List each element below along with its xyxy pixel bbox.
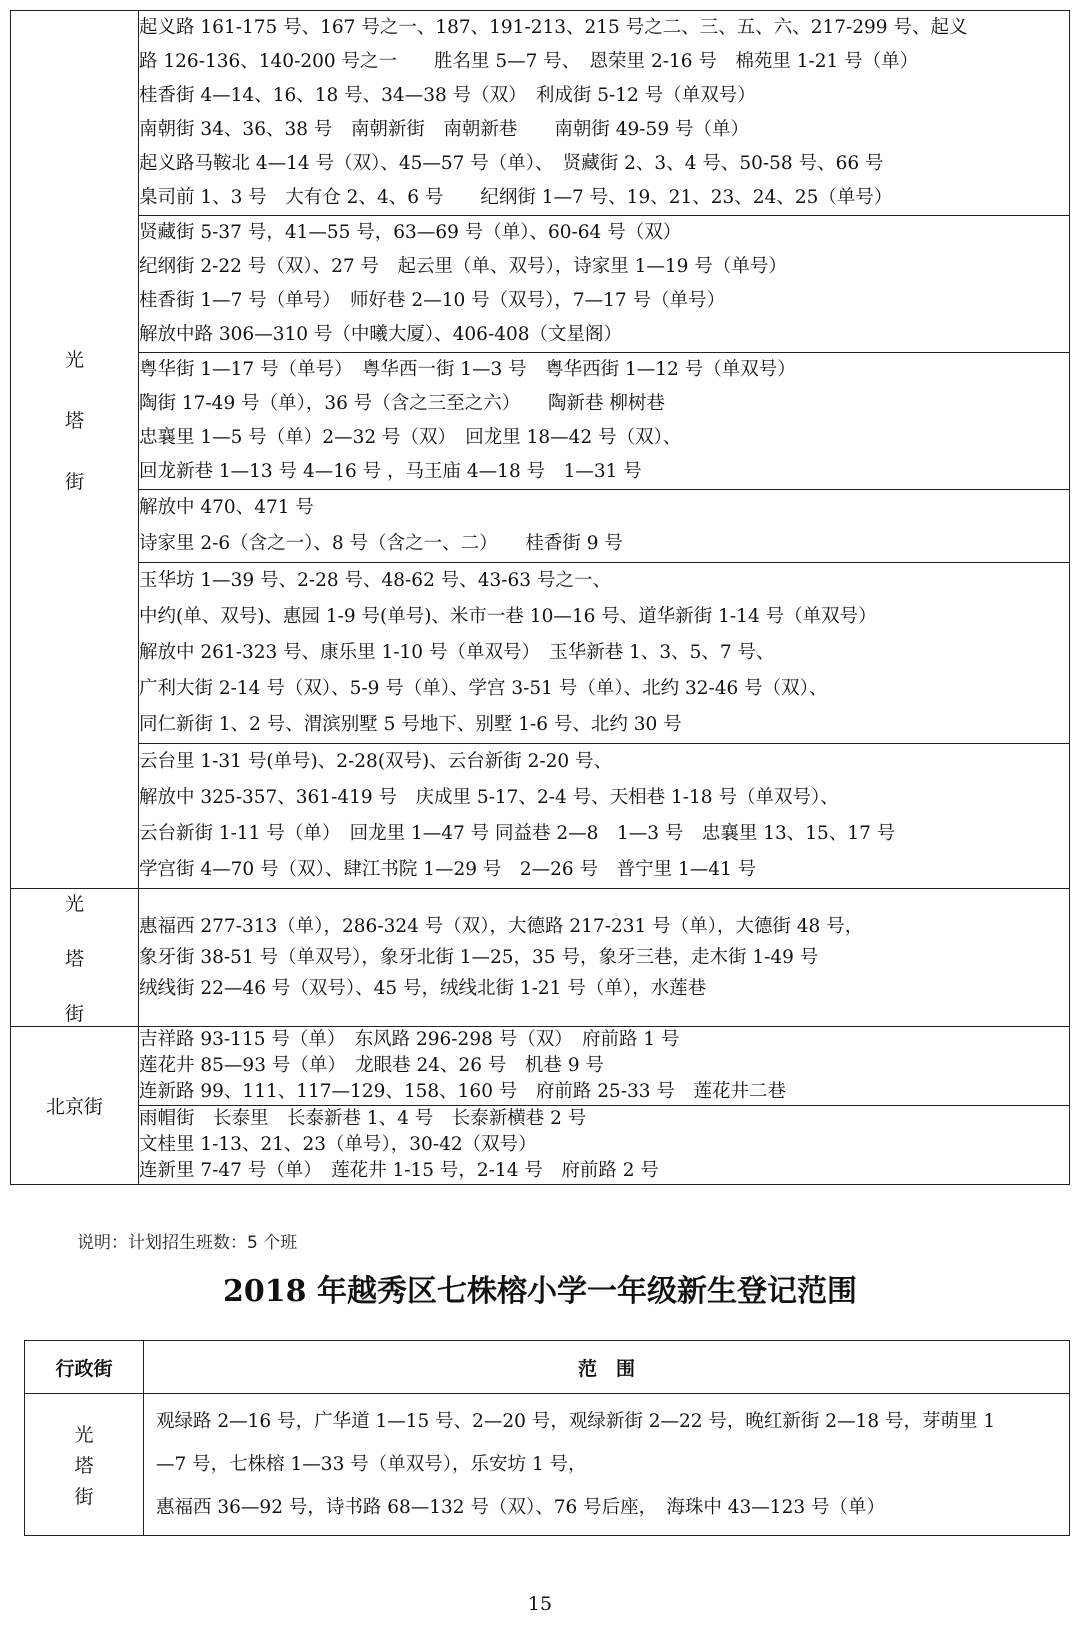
range-line: 文桂里 1-13、21、23（单号），30-42（双号） (139, 1134, 537, 1155)
range-line: 连新路 99、111、117—129、158、160 号 府前路 25-33 号 莲花井二巷 (139, 1081, 786, 1102)
district-cell (11, 11, 139, 889)
range-cell (144, 1394, 1070, 1536)
range-line: 起义路 161-175 号、167 号之一、187、191-213、215 号之二、三、五、六、217-299 号、起义 (139, 17, 968, 38)
enrollment-note: 说明：计划招生班数：5 个班 (77, 1233, 298, 1253)
section-title: 2018 年越秀区七株榕小学一年级新生登记范围 (223, 1274, 857, 1309)
table-row (11, 1106, 1070, 1185)
district-char: 光 (74, 1424, 94, 1446)
range-line: 象牙街 38-51 号（单双号），象牙北街 1—25，35 号，象牙三巷，走木街 1-49 号 (139, 947, 819, 968)
range-line: 观绿路 2—16 号，广华道 1—15 号、2—20 号，观绿新街 2—22 号，晚红新街 2—18 号，芽萌里 1 (156, 1411, 996, 1432)
range-line: 玉华坊 1—39 号、2-28 号、48-62 号、43-63 号之一、 (139, 570, 611, 591)
district-char: 光 (64, 893, 84, 915)
district-char: 塔 (74, 1455, 94, 1477)
range-cell (139, 216, 1070, 353)
table-row (11, 353, 1070, 490)
range-line: 路 126-136、140-200 号之一 胜名里 5—7 号、 恩荣里 2-16 号 棉苑里 1-21 号（单） (139, 51, 919, 72)
district-char: 塔 (64, 410, 84, 432)
range-line: 中约(单、双号)、惠园 1-9 号(单号)、米市一巷 10—16 号、道华新街 1-14 号（单双号） (139, 606, 877, 627)
range-cell (139, 490, 1070, 563)
table-row (25, 1394, 1070, 1536)
range-cell (139, 889, 1070, 1027)
range-line: 莲花井 85—93 号（单） 龙眼巷 24、26 号 机巷 9 号 (139, 1055, 604, 1076)
range-line: 惠福西 36—92 号，诗书路 68—132 号（双）、76 号后座， 海珠中 43—123 号（单） (156, 1497, 885, 1518)
range-line: 同仁新街 1、2 号、渭滨别墅 5 号地下、别墅 1-6 号、北约 30 号 (139, 714, 682, 735)
range-line: 解放中路 306—310 号（中曦大厦）、406-408（文星阁） (139, 324, 623, 345)
range-line: 学宫街 4—70 号（双）、肆江书院 1—29 号 2—26 号 普宁里 1—41 号 (139, 859, 757, 880)
range-cell (139, 1027, 1070, 1106)
table-header-row (25, 1341, 1070, 1394)
district-cell (11, 889, 139, 1027)
range-line: 纪纲街 2-22 号（双）、27 号 起云里（单、双号），诗家里 1—19 号（单号） (139, 256, 787, 277)
district-char: 北京街 (45, 1096, 103, 1118)
range-line: 云台新街 1-11 号（单） 回龙里 1—47 号 同益巷 2—8 1—3 号 忠襄里 13、15、17 号 (139, 823, 896, 844)
range-line: 南朝街 34、36、38 号 南朝新街 南朝新巷 南朝街 49-59 号（单） (139, 119, 749, 140)
range-cell (139, 353, 1070, 490)
range-line: 广利大街 2-14 号（双）、5-9 号（单）、学宫 3-51 号（单）、北约 32-46 号（双）、 (139, 678, 828, 699)
range-line: 解放中 470、471 号 (139, 497, 314, 518)
range-line: 解放中 325-357、361-419 号 庆成里 5-17、2-4 号、天相巷 1-18 号（单双号）、 (139, 787, 839, 808)
table-row (11, 889, 1070, 1027)
page-number: 15 (527, 1593, 553, 1615)
district-char: 街 (64, 1003, 84, 1025)
range-line: 陶街 17-49 号（单），36 号（含之三至之六） 陶新巷 柳树巷 (139, 393, 665, 414)
table-row (11, 563, 1070, 744)
table-row (11, 216, 1070, 353)
range-line: 桂香街 4—14、16、18 号、34—38 号（双） 利成街 5-12 号（单双号） (139, 85, 756, 106)
table-row (11, 11, 1070, 216)
range-cell (139, 1106, 1070, 1185)
range-line: 雨帽街 长泰里 长泰新巷 1、4 号 长泰新横巷 2 号 (139, 1108, 587, 1129)
header-district: 行政街 (25, 1341, 144, 1394)
district-char: 塔 (64, 948, 84, 970)
range-line: 绒线街 22—46 号（双号）、45 号，绒线北街 1-21 号（单），水莲巷 (139, 978, 707, 999)
range-line: 忠襄里 1—5 号（单）2—32 号（双） 回龙里 18—42 号（双）、 (139, 427, 682, 448)
range-table-2 (24, 1340, 1070, 1536)
header-range: 范 围 (144, 1341, 1070, 1394)
range-line: 起义路马鞍北 4—14 号（双）、45—57 号（单）、 贤藏街 2、3、4 号、50-58 号、66 号 (139, 153, 884, 174)
district-cell (11, 1027, 139, 1185)
range-line: 吉祥路 93-115 号（单） 东风路 296-298 号（双） 府前路 1 号 (139, 1029, 680, 1050)
district-char: 街 (74, 1486, 94, 1508)
district-cell (25, 1394, 144, 1536)
range-line: —7 号，七株榕 1—33 号（单双号），乐安坊 1 号， (156, 1454, 587, 1475)
table-row (11, 744, 1070, 889)
range-line: 贤藏街 5-37 号，41—55 号，63—69 号（单）、60-64 号（双） (139, 222, 682, 243)
range-line: 连新里 7-47 号（单） 莲花井 1-15 号，2-14 号 府前路 2 号 (139, 1160, 659, 1181)
range-cell (139, 744, 1070, 889)
district-char: 街 (64, 471, 84, 493)
range-line: 回龙新巷 1—13 号 4—16 号 ，马王庙 4—18 号 1—31 号 (139, 461, 642, 482)
range-cell (139, 11, 1070, 216)
range-line: 惠福西 277-313（单），286-324 号（双），大德路 217-231 号（单），大德街 48 号， (139, 916, 864, 937)
range-line: 解放中 261-323 号、康乐里 1-10 号（单双号） 玉华新巷 1、3、5、7 号、 (139, 642, 775, 663)
range-line: 粤华街 1—17 号（单号） 粤华西一街 1—3 号 粤华西街 1—12 号（单双号） (139, 359, 796, 380)
range-line: 诗家里 2-6（含之一）、8 号（含之一、二） 桂香街 9 号 (139, 533, 623, 554)
table-row (11, 1027, 1070, 1106)
range-line: 桂香街 1—7 号（单号） 师好巷 2—10 号（双号），7—17 号（单号） (139, 290, 726, 311)
range-line: 云台里 1-31 号(单号)、2-28(双号)、云台新街 2-20 号、 (139, 751, 613, 772)
range-cell (139, 563, 1070, 744)
district-char: 光 (64, 349, 84, 371)
range-table-1 (10, 10, 1070, 1185)
table-row (11, 490, 1070, 563)
range-line: 臬司前 1、3 号 大有仓 2、4、6 号 纪纲街 1—7 号、19、21、23、24、25（单号） (139, 187, 893, 208)
